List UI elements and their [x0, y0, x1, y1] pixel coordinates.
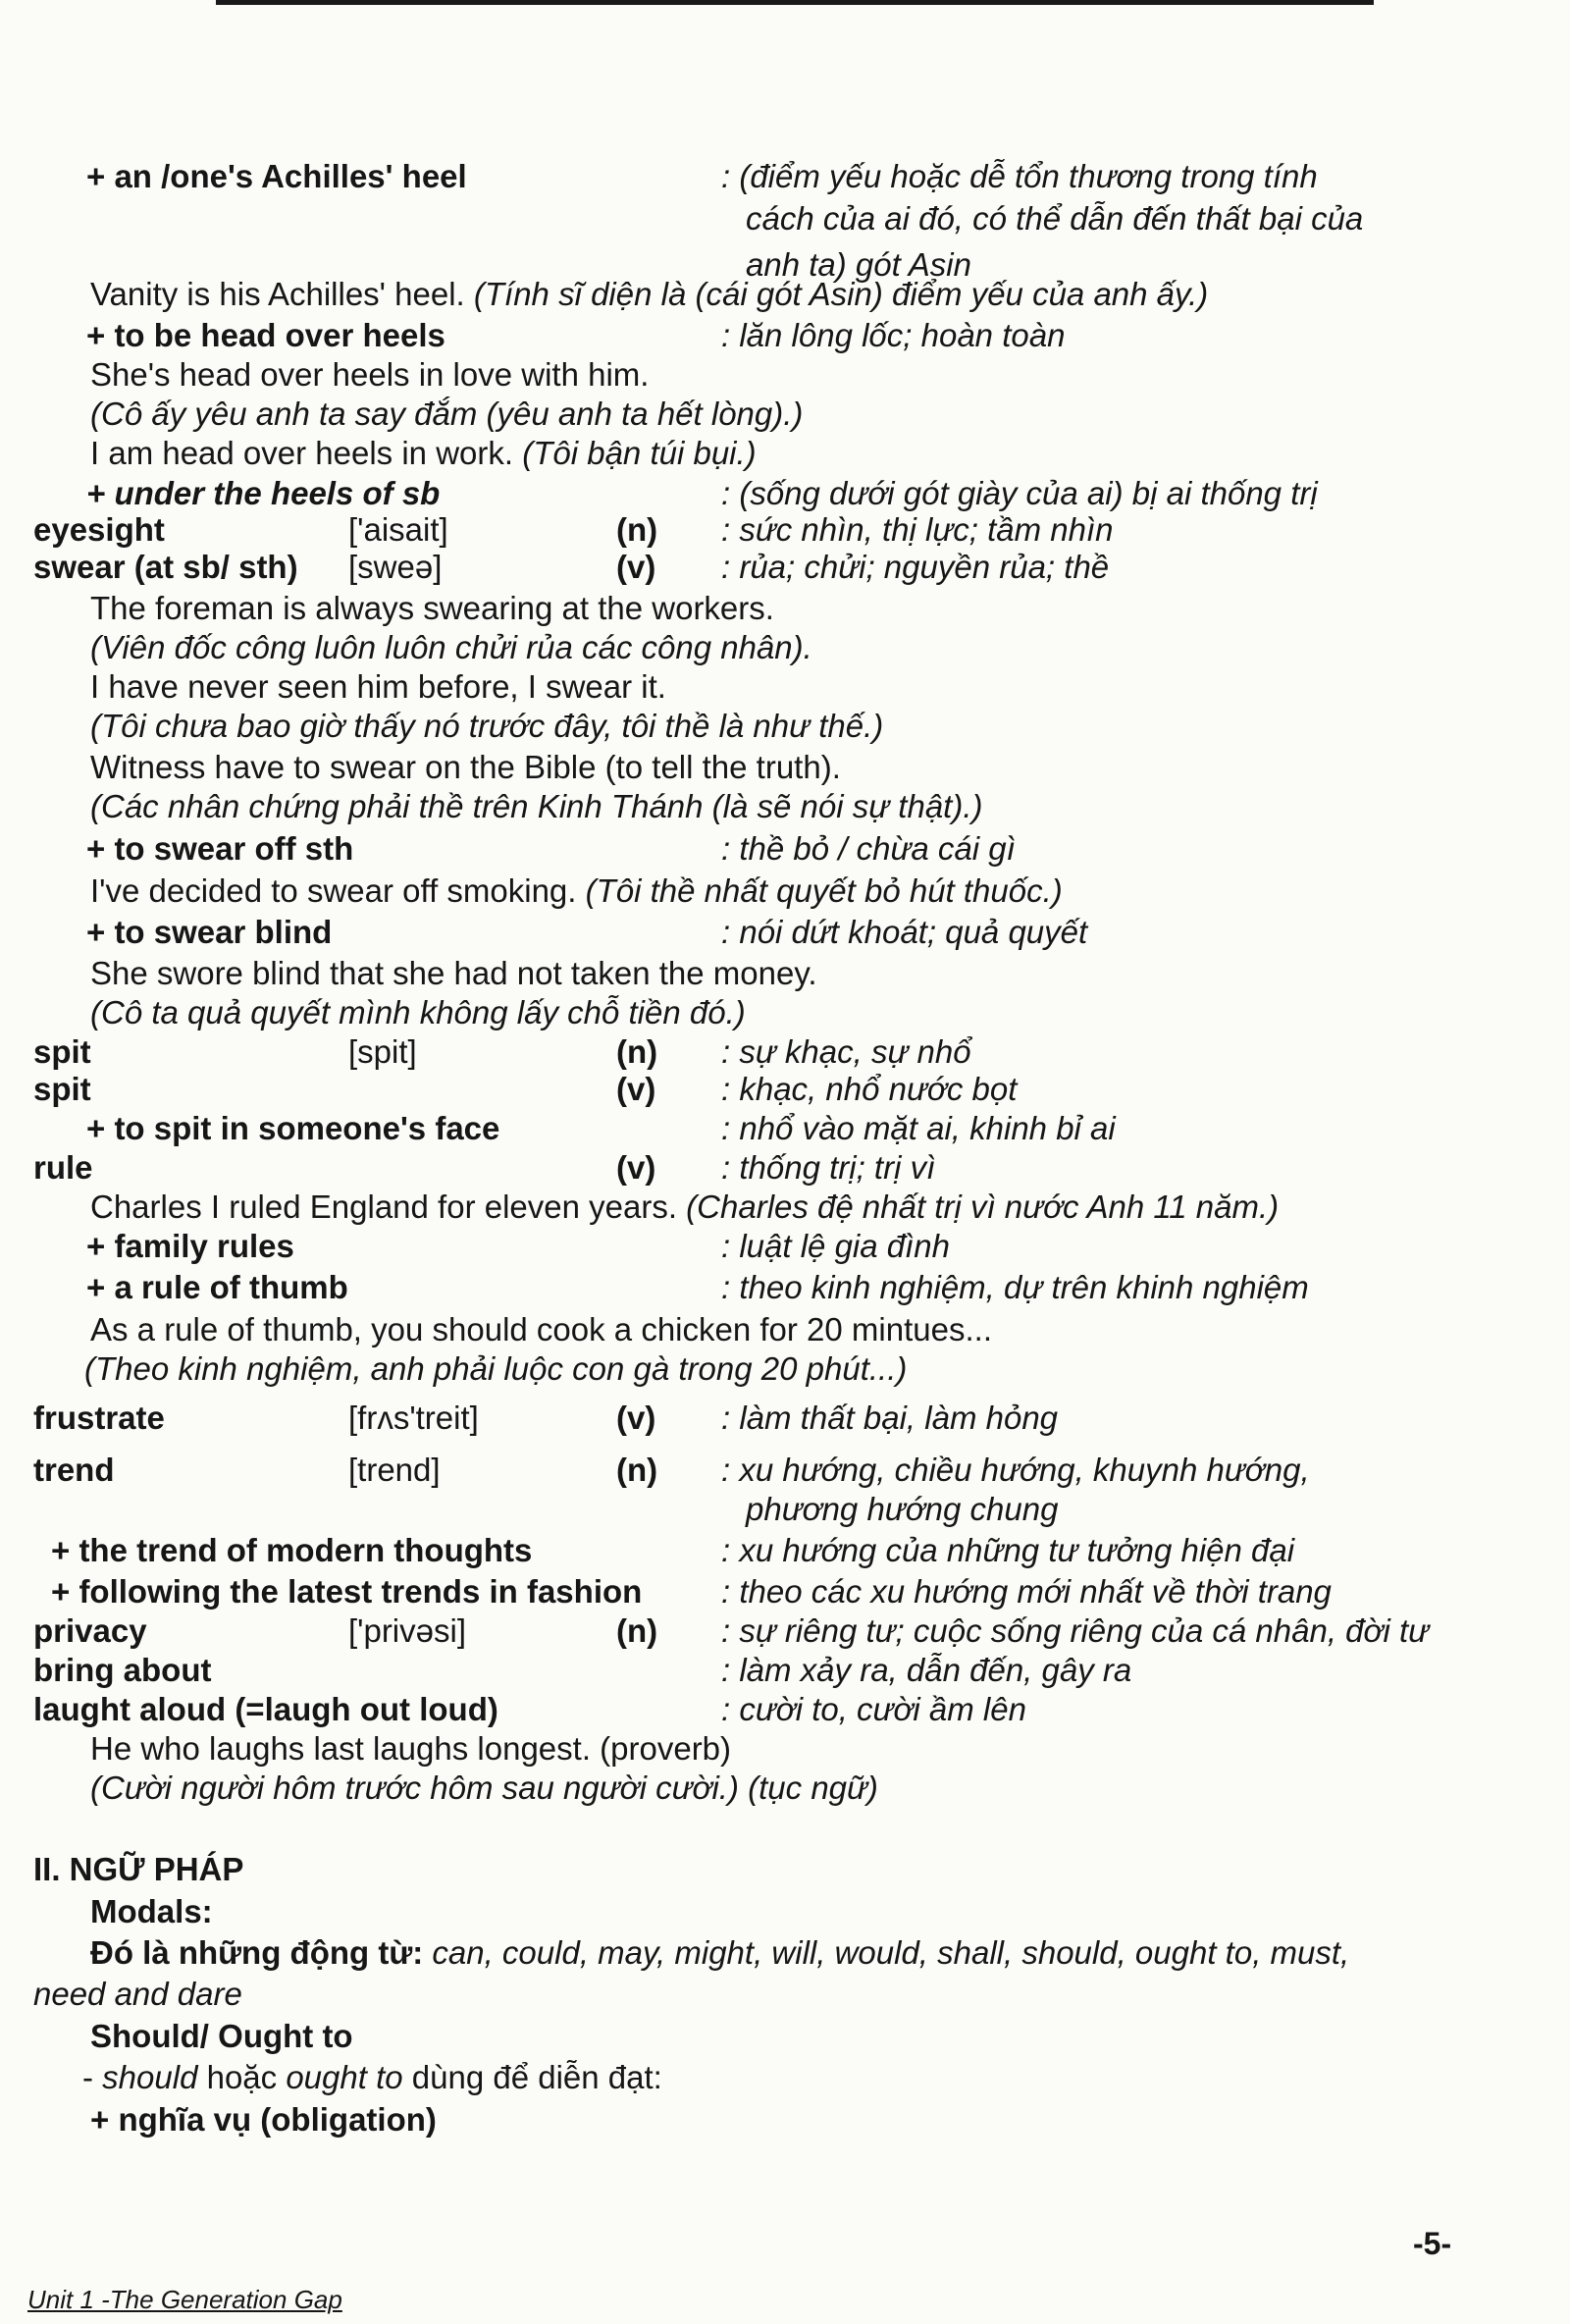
- part-of-speech: (v): [616, 549, 656, 585]
- definition: : rủa; chửi; nguyền rủa; thề: [721, 549, 1110, 585]
- pronunciation: [sweə]: [348, 549, 443, 585]
- example-vn: (Viên đốc công luôn luôn chửi rủa các công nhân).: [90, 629, 812, 665]
- definition: : lăn lông lốc; hoàn toàn: [721, 317, 1066, 353]
- headword: trend: [33, 1452, 115, 1488]
- footer-unit-title: Unit 1 -The Generation Gap: [27, 2285, 342, 2314]
- headword: swear (at sb/ sth): [33, 549, 298, 585]
- phrase: + the trend of modern thoughts: [51, 1532, 533, 1568]
- phrase: + a rule of thumb: [86, 1269, 348, 1305]
- should-heading: Should/ Ought to: [90, 2018, 353, 2054]
- definition: : nói dứt khoát; quả quyết: [721, 914, 1088, 950]
- part-of-speech: (n): [616, 511, 658, 548]
- example-en: I've decided to swear off smoking.: [90, 872, 586, 909]
- part-of-speech: (v): [616, 1400, 656, 1436]
- modals-intro: Đó là những động từ: can, could, may, might, will, would, shall, should, ought to, must,: [90, 1934, 1350, 1971]
- phrase: + to be head over heels: [86, 317, 445, 353]
- example-en: Charles I ruled England for eleven years.: [90, 1188, 687, 1225]
- example-en: She swore blind that she had not taken the money.: [90, 955, 817, 991]
- example-en: Witness have to swear on the Bible (to tell the truth).: [90, 749, 841, 785]
- example-en: I am head over heels in work.: [90, 435, 523, 471]
- definition: : xu hướng, chiều hướng, khuynh hướng,: [721, 1452, 1310, 1488]
- headword: rule: [33, 1149, 93, 1186]
- example-en: The foreman is always swearing at the workers.: [90, 590, 774, 626]
- definition: : nhổ vào mặt ai, khinh bỉ ai: [721, 1110, 1116, 1146]
- part-of-speech: (v): [616, 1071, 656, 1107]
- headword: frustrate: [33, 1400, 165, 1436]
- definition: : làm xảy ra, dẫn đến, gây ra: [721, 1652, 1132, 1688]
- part-of-speech: (n): [616, 1452, 658, 1488]
- example-en: As a rule of thumb, you should cook a chicken for 20 mintues...: [90, 1311, 992, 1347]
- headword: eyesight: [33, 511, 165, 548]
- example-en: She's head over heels in love with him.: [90, 356, 650, 393]
- example-vn: (Tôi bận túi bụi.): [522, 435, 757, 471]
- part-of-speech: (v): [616, 1149, 656, 1186]
- definition-cont: anh ta) gót Asin: [746, 246, 971, 283]
- headword: laught aloud (=laugh out loud): [33, 1691, 498, 1727]
- example-en: He who laughs last laughs longest. (proverb): [90, 1730, 732, 1767]
- modals-heading: Modals:: [90, 1893, 213, 1929]
- definition: : làm thất bại, làm hỏng: [721, 1400, 1059, 1436]
- part-of-speech: (n): [616, 1612, 658, 1649]
- headword: spit: [33, 1071, 91, 1107]
- definition: : luật lệ gia đình: [721, 1228, 950, 1264]
- example-vn: (Tôi thề nhất quyết bỏ hút thuốc.): [585, 872, 1063, 909]
- pronunciation: [spit]: [348, 1033, 417, 1070]
- top-rule: [216, 0, 1374, 5]
- pronunciation: ['aisait]: [348, 511, 448, 548]
- headword: privacy: [33, 1612, 147, 1649]
- example-vn: (Cô ấy yêu anh ta say đắm (yêu anh ta hết lòng).): [90, 396, 804, 432]
- definition: : khạc, nhổ nước bọt: [721, 1071, 1018, 1107]
- definition: : thề bỏ / chừa cái gì: [721, 830, 1016, 867]
- example-en: I have never seen him before, I swear it.: [90, 668, 666, 705]
- definition: : sức nhìn, thị lực; tầm nhìn: [721, 511, 1114, 548]
- should-usage: - should hoặc ought to dùng để diễn đạt:: [82, 2059, 662, 2095]
- definition: : theo các xu hướng mới nhất về thời trang: [721, 1573, 1332, 1610]
- definition: : sự riêng tư; cuộc sống riêng của cá nhân, đời tư: [721, 1612, 1430, 1649]
- pronunciation: ['privəsi]: [348, 1612, 466, 1649]
- pronunciation: [frʌs'treit]: [348, 1400, 479, 1436]
- pronunciation: [trend]: [348, 1452, 441, 1488]
- obligation-item: + nghĩa vụ (obligation): [90, 2101, 437, 2138]
- definition: : (điểm yếu hoặc dễ tổn thương trong tính: [721, 158, 1318, 194]
- example-vn: (Charles đệ nhất trị vì nước Anh 11 năm.): [686, 1188, 1280, 1225]
- modals-intro-cont: need and dare: [33, 1976, 242, 2012]
- phrase: + following the latest trends in fashion: [51, 1573, 643, 1610]
- example: [90, 275, 1208, 314]
- example-vn: (Tôi chưa bao giờ thấy nó trước đây, tôi thề là như thế.): [90, 708, 884, 744]
- definition-cont: cách của ai đó, có thể dẫn đến thất bại của: [746, 200, 1364, 237]
- phrase: + to swear blind: [86, 914, 333, 950]
- definition: : cười to, cười ầm lên: [721, 1691, 1026, 1727]
- headword: bring about: [33, 1652, 212, 1688]
- definition-cont: phương hướng chung: [746, 1491, 1059, 1527]
- example-vn: (Theo kinh nghiệm, anh phải luộc con gà trong 20 phút...): [84, 1350, 908, 1387]
- example-vn: (Tính sĩ diện là (cái gót Asin) điểm yếu của anh ấy.): [473, 276, 1209, 312]
- phrase: + under the heels of sb: [86, 475, 441, 511]
- definition: : (sống dưới gót giày của ai) bị ai thống trị: [721, 475, 1318, 511]
- example-vn: (Các nhân chứng phải thề trên Kinh Thánh (là sẽ nói sự thật).): [90, 788, 983, 824]
- example: [90, 434, 757, 473]
- section-heading: II. NGỮ PHÁP: [33, 1851, 244, 1887]
- phrase: + to swear off sth: [86, 830, 354, 867]
- headword: spit: [33, 1033, 91, 1070]
- phrase: + an /one's Achilles' heel: [86, 158, 467, 194]
- example-en: Vanity is his Achilles' heel.: [90, 276, 474, 312]
- page-number: -5-: [1413, 2226, 1452, 2261]
- example: [90, 1188, 1279, 1227]
- example-vn: (Cười người hôm trước hôm sau người cười.) (tục ngữ): [90, 1769, 878, 1806]
- definition: : xu hướng của những tư tưởng hiện đại: [721, 1532, 1295, 1568]
- definition: : sự khạc, sự nhổ: [721, 1033, 971, 1070]
- definition: : theo kinh nghiệm, dự trên khinh nghiệm: [721, 1269, 1309, 1305]
- definition: : thống trị; trị vì: [721, 1149, 936, 1186]
- example-vn: (Cô ta quả quyết mình không lấy chỗ tiền đó.): [90, 994, 746, 1030]
- phrase: + family rules: [86, 1228, 294, 1264]
- example: [90, 872, 1063, 911]
- phrase: + to spit in someone's face: [86, 1110, 500, 1146]
- part-of-speech: (n): [616, 1033, 658, 1070]
